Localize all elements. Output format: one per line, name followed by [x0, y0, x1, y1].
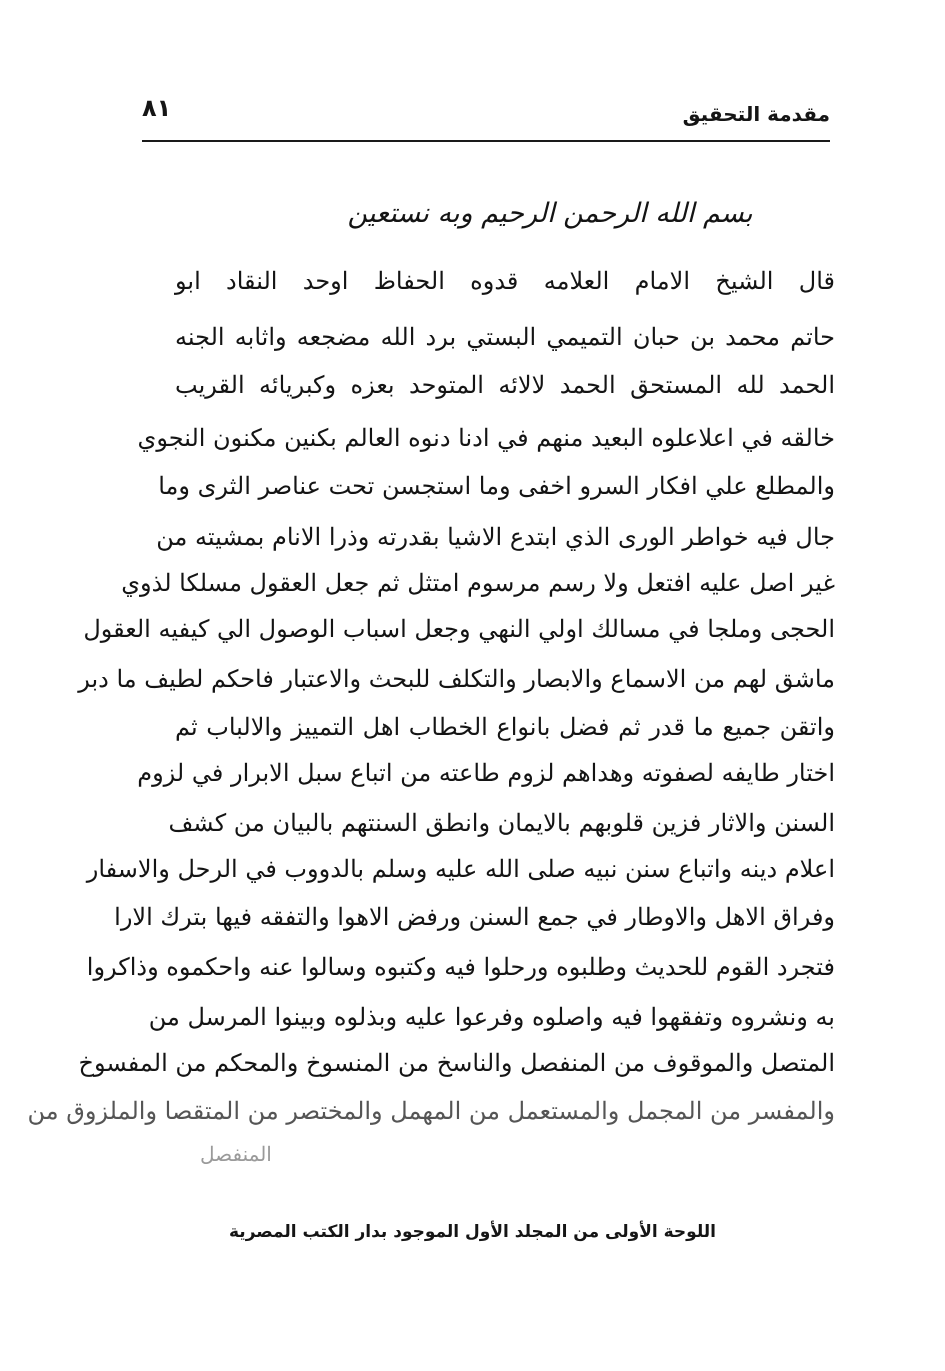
manuscript-line: المتصل والموقوف من المنفصل والناسخ من المنسوخ والمحكم من المفسوخ: [78, 1049, 835, 1077]
basmala: بسم الله الرحمن الرحيم وبه نستعين: [347, 198, 753, 229]
manuscript-line: قال الشيخ الامام العلامه قدوه الحفاظ اوحد النقاد ابو: [175, 267, 835, 295]
manuscript-line: ماشق لهم من الاسماع والابصار والتكلف للبحث والاعتبار فاحكم لطيف ما دبر: [78, 665, 835, 693]
manuscript-line: غير اصل عليه افتعل ولا رسم مرسوم امتثل ثم جعل العقول مسلكا لذوي: [121, 569, 835, 597]
page-number: ٨١: [142, 94, 172, 122]
page-header: [142, 88, 830, 140]
manuscript-line: والمفسر من المجمل والمستعمل من المهمل والمختصر من المتقصا والملزوق من: [27, 1097, 835, 1125]
running-title: مقدمة التحقيق: [682, 102, 830, 126]
manuscript-line: حاتم محمد بن حبان التميمي البستي برد الله مضجعه واثابه الجنه: [175, 323, 835, 351]
manuscript-plate: [27, 190, 835, 1180]
plate-caption: اللوحة الأولى من المجلد الأول الموجود بدار الكتب المصرية: [229, 1222, 716, 1242]
manuscript-line: السنن والاثار فزين قلوبهم بالايمان وانطق السنتهم بالبيان من كشف: [168, 809, 835, 837]
header-rule: [142, 140, 830, 142]
catchword: المنفصل: [200, 1142, 272, 1166]
manuscript-line: اعلام دينه واتباع سنن نبيه صلى الله عليه وسلم بالدووب في الرحل والاسفار: [86, 855, 835, 883]
manuscript-line: جال فيه خواطر الورى الذي ابتدع الاشيا بقدرته وذرا الانام بمشيته من: [156, 523, 835, 551]
manuscript-line: فتجرد القوم للحديث وطلبوه ورحلوا فيه وكتبوه وسالوا عنه واحكموه وذاكروا: [86, 953, 835, 981]
manuscript-line: وفراق الاهل والاوطار في جمع السنن ورفض الاهوا والتفقه فيها بترك الارا: [114, 903, 835, 931]
manuscript-line: خالقه في اعلاعلوه البعيد منهم في ادنا دنوه العالم بكنين مكنون النجوي: [137, 424, 835, 452]
manuscript-line: به ونشروه وتفقهوا فيه واصلوه وفرعوا عليه وبذلوه وبينوا المرسل من: [148, 1003, 835, 1031]
manuscript-line: واتقن جميع ما قدر ثم فضل بانواع الخطاب اهل التمييز والالباب ثم: [175, 713, 835, 741]
manuscript-line: الحمد لله المستحق الحمد لالائه المتوحد بعزه وكبريائه القريب: [175, 371, 835, 399]
manuscript-line: الحجى وملجا في مسالك اولي النهي وجعل اسباب الوصول الي كيفيه العقول: [83, 615, 835, 643]
manuscript-line: اختار طايفه لصفوته وهداهم لزوم طاعته من اتباع سبل الابرار في لزوم: [137, 759, 835, 787]
manuscript-line: والمطلع علي افكار السرو اخفى وما استجسن تحت عناصر الثرى وما: [158, 472, 835, 500]
